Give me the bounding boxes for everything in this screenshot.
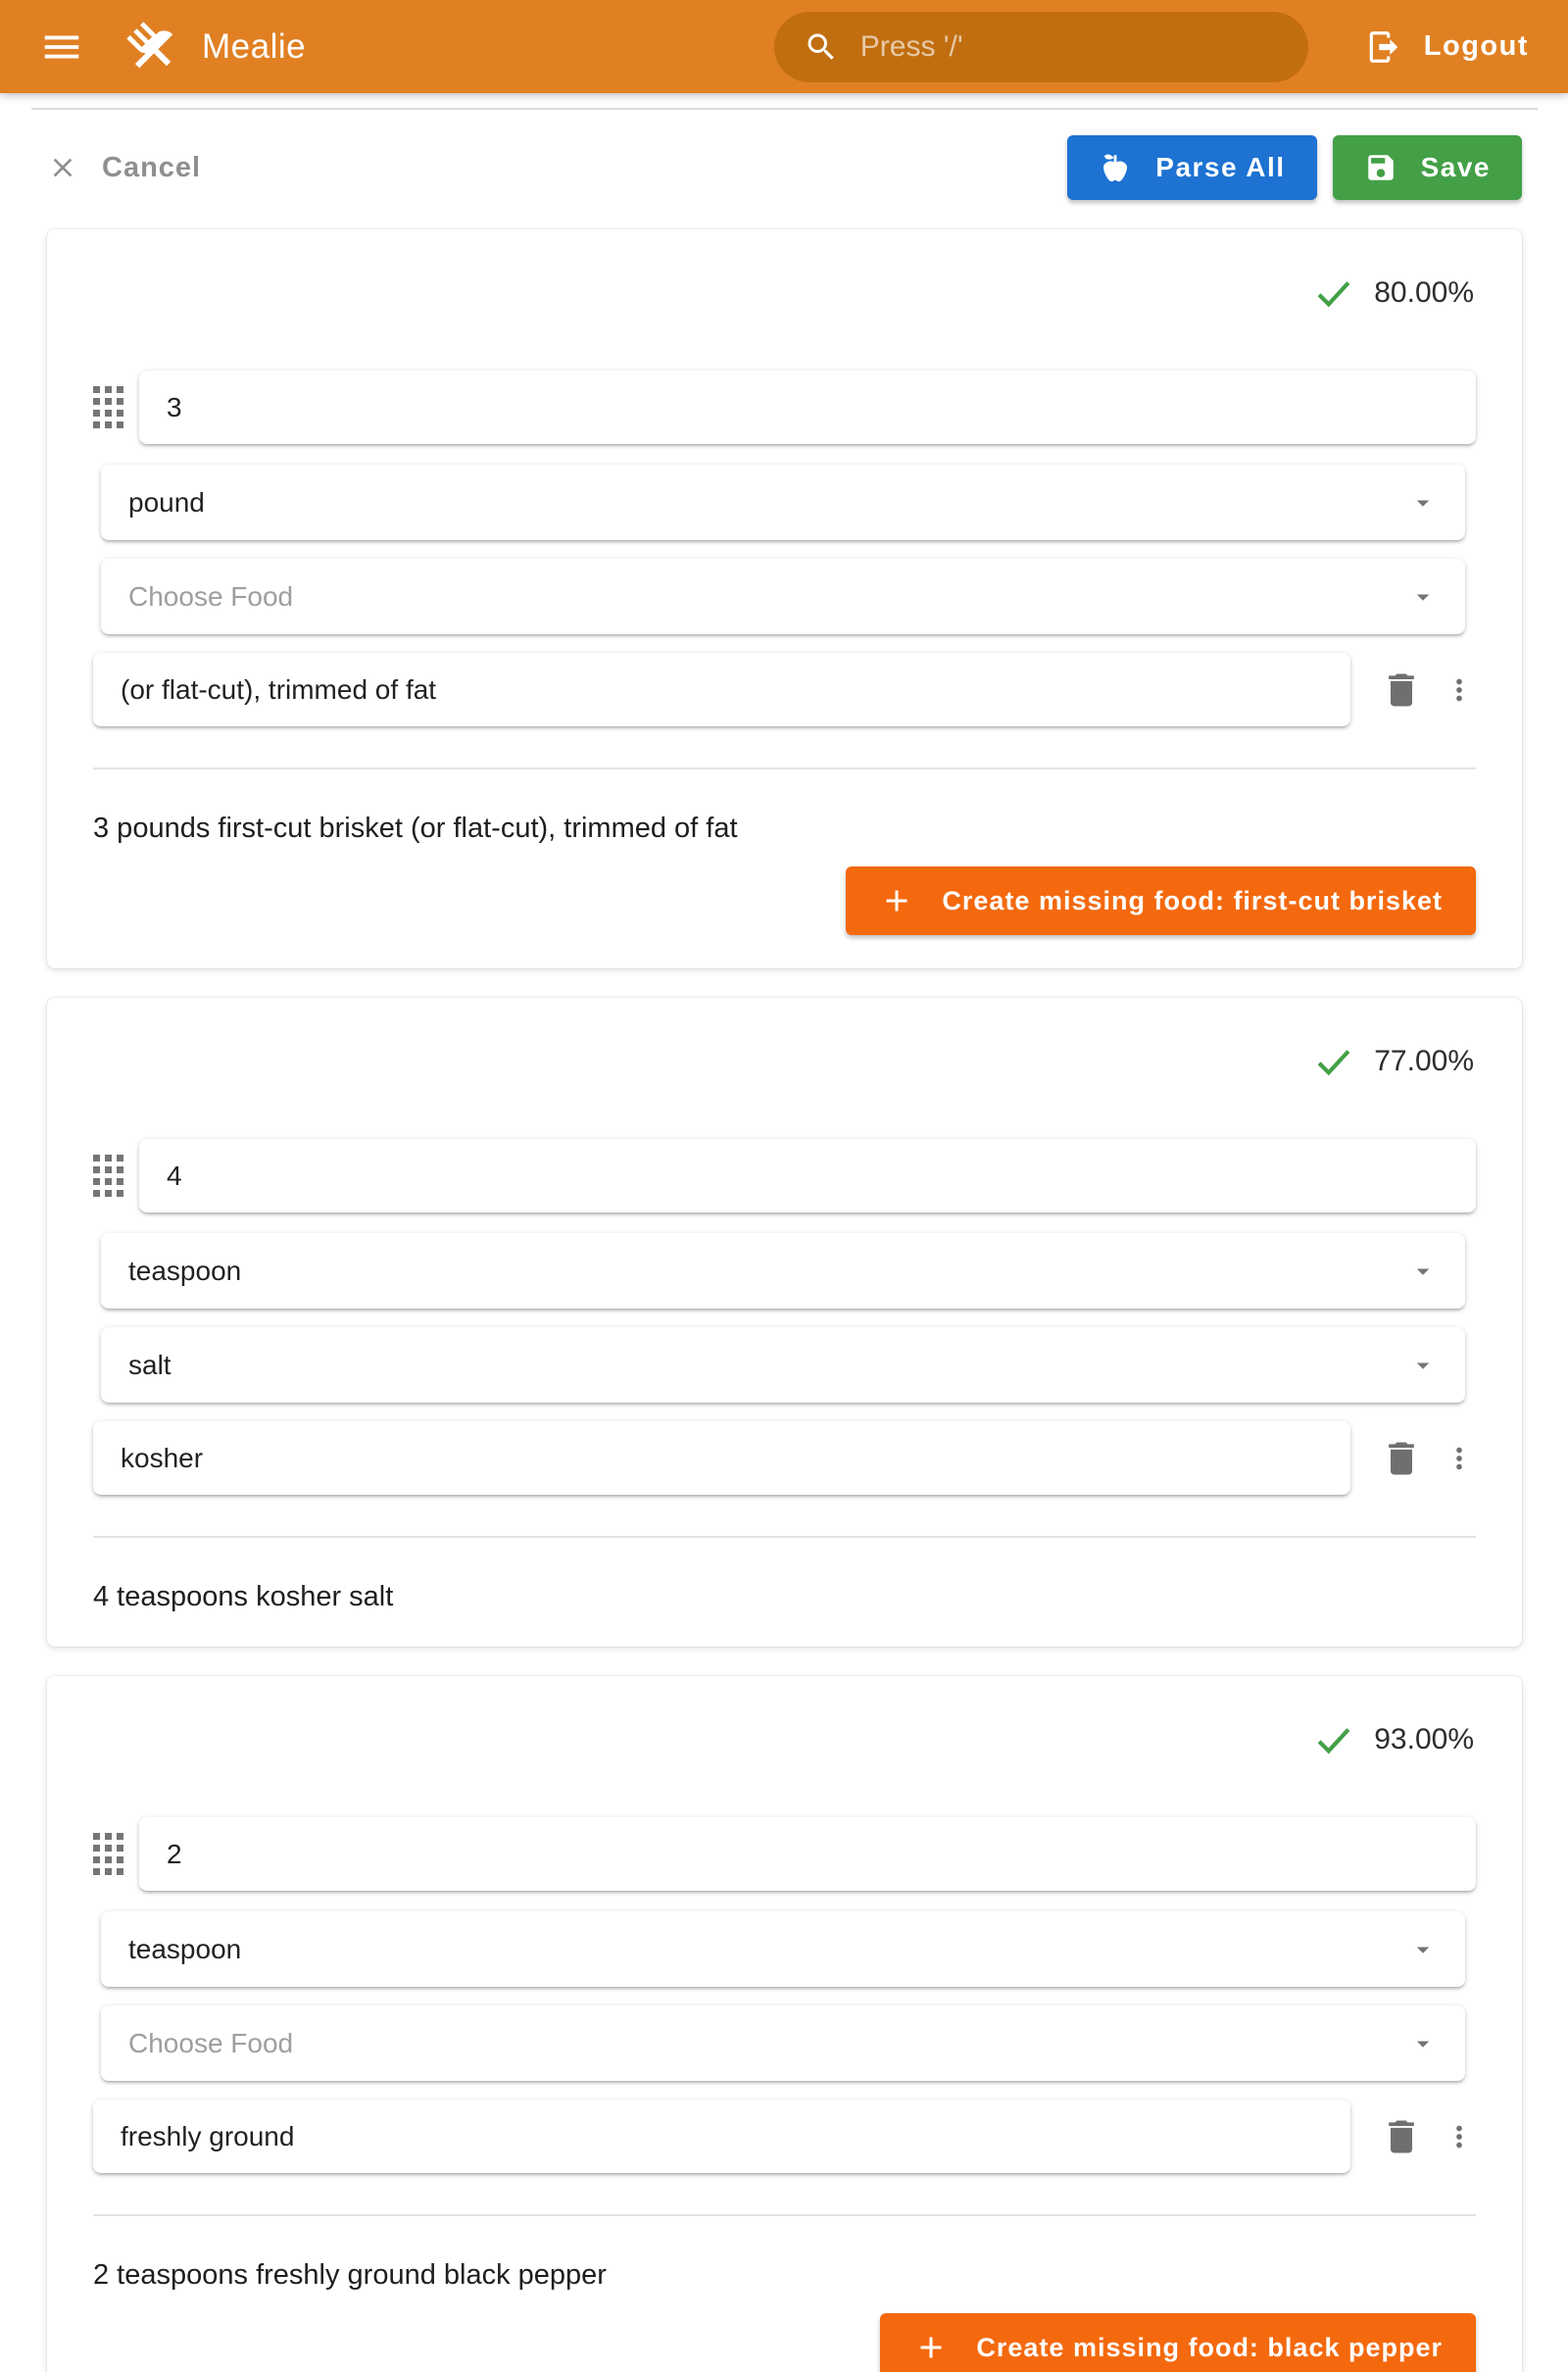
note-field bbox=[93, 2100, 1350, 2173]
check-icon bbox=[1313, 1719, 1354, 1760]
quantity-row bbox=[93, 371, 1476, 444]
food-value: salt bbox=[128, 1349, 172, 1380]
search-input[interactable] bbox=[860, 30, 1279, 64]
delete-button[interactable] bbox=[1380, 668, 1423, 712]
create-missing-food-button[interactable] bbox=[846, 866, 1476, 935]
chevron-down-icon bbox=[1408, 582, 1438, 612]
delete-button[interactable] bbox=[1380, 2115, 1423, 2158]
save-icon bbox=[1364, 151, 1397, 184]
more-options-button[interactable] bbox=[1443, 1442, 1476, 1475]
drag-handle-icon[interactable] bbox=[93, 386, 123, 428]
ingredient-card bbox=[47, 998, 1522, 1647]
save-button[interactable] bbox=[1333, 135, 1522, 200]
search-bar[interactable] bbox=[774, 12, 1308, 82]
save-label: Save bbox=[1420, 152, 1491, 182]
toolbar bbox=[47, 135, 1522, 200]
quantity-row bbox=[93, 1817, 1476, 1891]
confidence-value: 80.00% bbox=[1374, 276, 1474, 309]
food-select[interactable] bbox=[101, 559, 1465, 634]
original-ingredient-text: 3 pounds first-cut brisket (or flat-cut), trimmed of fat bbox=[93, 813, 738, 844]
note-input[interactable] bbox=[121, 1443, 1323, 1474]
confidence-row bbox=[93, 1033, 1476, 1082]
app-bar bbox=[0, 0, 1568, 93]
ingredient-card bbox=[47, 1676, 1522, 2372]
note-row bbox=[93, 653, 1476, 726]
card-divider bbox=[93, 1536, 1476, 1538]
chevron-down-icon bbox=[1408, 1935, 1438, 1964]
quantity-input[interactable] bbox=[167, 392, 1448, 423]
vertical-dots-icon bbox=[1443, 673, 1476, 707]
app-title: Mealie bbox=[202, 26, 307, 66]
original-ingredient-text: 4 teaspoons kosher salt bbox=[93, 1581, 394, 1612]
mealie-logo-icon bbox=[123, 19, 180, 75]
unit-value: pound bbox=[128, 486, 205, 518]
parse-all-label: Parse All bbox=[1155, 152, 1286, 182]
parse-all-button[interactable] bbox=[1067, 135, 1316, 200]
delete-button[interactable] bbox=[1380, 1437, 1423, 1480]
quantity-input[interactable] bbox=[167, 1161, 1448, 1192]
quantity-input[interactable] bbox=[167, 1839, 1448, 1870]
confidence-row bbox=[93, 265, 1476, 314]
chevron-down-icon bbox=[1408, 1257, 1438, 1286]
confidence-value: 77.00% bbox=[1374, 1045, 1474, 1077]
card-divider bbox=[93, 767, 1476, 769]
quantity-row bbox=[93, 1139, 1476, 1212]
logout-button[interactable] bbox=[1365, 28, 1529, 66]
check-icon bbox=[1313, 272, 1354, 314]
chevron-down-icon bbox=[1408, 2029, 1438, 2058]
missing-food-row bbox=[93, 866, 1476, 935]
trash-icon bbox=[1380, 2115, 1423, 2158]
more-options-button[interactable] bbox=[1443, 673, 1476, 707]
vertical-dots-icon bbox=[1443, 1442, 1476, 1475]
original-ingredient-text: 2 teaspoons freshly ground black pepper bbox=[93, 2259, 607, 2291]
confidence-row bbox=[93, 1711, 1476, 1760]
hamburger-menu-icon[interactable] bbox=[39, 25, 84, 70]
trash-icon bbox=[1380, 668, 1423, 712]
note-row bbox=[93, 1421, 1476, 1495]
logout-icon bbox=[1365, 28, 1402, 66]
drag-handle-icon[interactable] bbox=[93, 1833, 123, 1875]
chevron-down-icon bbox=[1408, 488, 1438, 518]
cancel-button[interactable] bbox=[47, 152, 201, 184]
note-row bbox=[93, 2100, 1476, 2173]
note-field bbox=[93, 653, 1350, 726]
chevron-down-icon bbox=[1408, 1351, 1438, 1380]
food-placeholder: Choose Food bbox=[128, 2027, 294, 2058]
cancel-label: Cancel bbox=[102, 151, 202, 183]
apple-icon bbox=[1099, 151, 1132, 184]
create-missing-food-label: Create missing food: first-cut brisket bbox=[942, 885, 1443, 915]
top-divider bbox=[31, 108, 1538, 110]
search-icon bbox=[804, 29, 839, 65]
note-field bbox=[93, 1421, 1350, 1495]
parser-page bbox=[0, 108, 1568, 2372]
card-divider bbox=[93, 2214, 1476, 2216]
unit-value: teaspoon bbox=[128, 1255, 242, 1286]
plus-icon bbox=[879, 883, 914, 918]
food-select[interactable] bbox=[101, 1327, 1465, 1403]
logout-label: Logout bbox=[1423, 30, 1529, 62]
food-select[interactable] bbox=[101, 2005, 1465, 2081]
vertical-dots-icon bbox=[1443, 2120, 1476, 2153]
create-missing-food-button[interactable] bbox=[880, 2313, 1476, 2372]
more-options-button[interactable] bbox=[1443, 2120, 1476, 2153]
ingredient-card bbox=[47, 229, 1522, 968]
missing-food-row bbox=[93, 2313, 1476, 2372]
check-icon bbox=[1313, 1041, 1354, 1082]
unit-select[interactable] bbox=[101, 1233, 1465, 1309]
food-placeholder: Choose Food bbox=[128, 580, 294, 612]
quantity-field bbox=[139, 1817, 1476, 1891]
confidence-value: 93.00% bbox=[1374, 1723, 1474, 1755]
plus-icon bbox=[913, 2330, 949, 2365]
note-input[interactable] bbox=[121, 2121, 1323, 2152]
close-icon bbox=[47, 152, 78, 183]
unit-value: teaspoon bbox=[128, 1933, 242, 1964]
quantity-field bbox=[139, 371, 1476, 444]
drag-handle-icon[interactable] bbox=[93, 1155, 123, 1197]
quantity-field bbox=[139, 1139, 1476, 1212]
create-missing-food-label: Create missing food: black pepper bbox=[976, 2332, 1443, 2362]
unit-select[interactable] bbox=[101, 465, 1465, 540]
trash-icon bbox=[1380, 1437, 1423, 1480]
unit-select[interactable] bbox=[101, 1911, 1465, 1987]
note-input[interactable] bbox=[121, 674, 1323, 706]
